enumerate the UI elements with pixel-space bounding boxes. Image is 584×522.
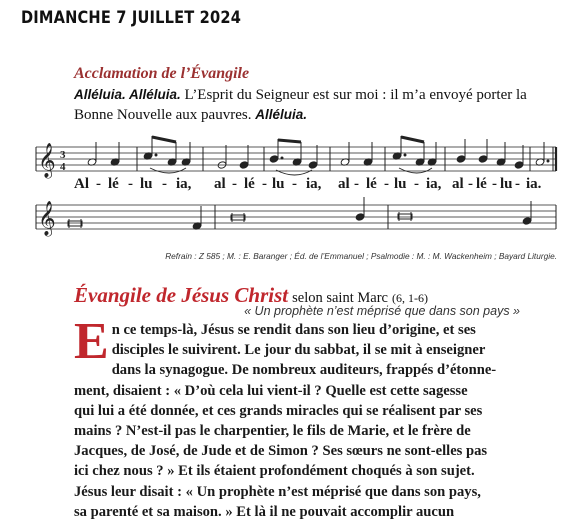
lyric-syllable: lu — [500, 176, 513, 192]
drop-cap: E — [74, 313, 109, 370]
lyric-syllable: - — [384, 176, 389, 192]
gospel-line: qui lui a été donnée, et ces grands miracles qui se réalisent par ses — [74, 402, 483, 419]
gospel-quote: « Un prophète n’est méprisé que dans son pays » — [244, 304, 520, 318]
lyric-syllable: - — [162, 176, 167, 192]
lyric-syllable: lé — [108, 176, 119, 192]
lyric-syllable: lu — [140, 176, 153, 192]
gospel-line: ment, disaient : « D’où cela lui vient-il ? Quelle est cette sagesse — [74, 382, 468, 399]
lyric-syllable: - — [515, 176, 520, 192]
page-date: DIMANCHE 7 JUILLET 2024 — [21, 8, 242, 28]
lyric-syllable: lé — [366, 176, 377, 192]
svg-text:3: 3 — [60, 149, 66, 161]
lyric-syllable: ia, — [426, 176, 442, 192]
lyric-syllable: al — [214, 176, 226, 192]
alleluia-end: Alléluia. — [255, 107, 307, 122]
lyric-syllable: ia, — [306, 176, 322, 192]
gospel-body — [74, 313, 520, 522]
lyric-syllable: lé — [476, 176, 487, 192]
lyric-syllable: al — [452, 176, 464, 192]
lyric-syllable: ia, — [176, 176, 192, 192]
acclamation-title: Acclamation de l’Évangile — [74, 65, 250, 82]
lyric-syllable: - — [262, 176, 267, 192]
gospel-subtitle: selon saint Marc — [292, 290, 388, 306]
music-credits: Refrain : Z 585 ; M. : E. Baranger ; Éd. de l’Emmanuel ; Psalmodie : M. : M. Wackenheim ; Bayard Liturgie. — [165, 251, 557, 261]
gospel-line: mains ? N’est-il pas le charpentier, le fils de Marie, et le frère de — [74, 423, 471, 440]
gospel-line: Jacques, de José, de Jude et de Simon ? Ses sœurs ne sont-elles pas — [74, 443, 488, 460]
gospel-line: n ce temps-là, Jésus se rendit dans son lieu d’origine, et ses — [111, 322, 476, 338]
lyric-syllable: - — [414, 176, 419, 192]
music-lyrics — [0, 176, 584, 196]
lyric-syllable: lu — [272, 176, 285, 192]
lyric-syllable: - — [492, 176, 497, 192]
alleluia-intro: Alléluia. Alléluia. — [74, 87, 181, 102]
gospel-title: Évangile de Jésus Christ — [74, 283, 289, 307]
lyric-syllable: - — [96, 176, 101, 192]
svg-text:4: 4 — [60, 161, 66, 173]
lyric-syllable: al — [338, 176, 350, 192]
svg-text:𝄞: 𝄞 — [38, 143, 56, 178]
lyric-syllable: - — [232, 176, 237, 192]
lyric-syllable: - — [292, 176, 297, 192]
gospel-line: ici chez nous ? » Et ils étaient profondément choqués à son sujet. — [74, 463, 475, 480]
gospel-line: Jésus leur disait : « Un prophète n’est méprisé que dans son pays, — [74, 483, 481, 500]
gospel-reference: (6, 1-6) — [391, 291, 428, 305]
svg-text:𝄞: 𝄞 — [38, 201, 56, 236]
lyric-syllable: lu — [394, 176, 407, 192]
gospel-line: disciples le suivirent. Le jour du sabbat, il se mit à enseigner — [111, 342, 486, 359]
gospel-line: dans la synagogue. De nombreux auditeurs, frappés d’étonne- — [111, 362, 497, 379]
acclamation-verse: L’Esprit du Seigneur est sur moi : il m’a envoyé porter la Bonne Nouvelle aux pauvres. — [74, 87, 527, 123]
lyric-syllable: ia. — [526, 176, 542, 192]
gospel-line: sa parenté et sa maison. » Et là il ne pouvait accomplir aucun — [74, 503, 455, 520]
lyric-syllable: - — [128, 176, 133, 192]
lyric-syllable: - — [354, 176, 359, 192]
lyric-syllable: Al — [74, 176, 89, 192]
lyric-syllable: lé — [244, 176, 255, 192]
lyric-syllable: - — [468, 176, 473, 192]
music-score — [0, 0, 584, 250]
